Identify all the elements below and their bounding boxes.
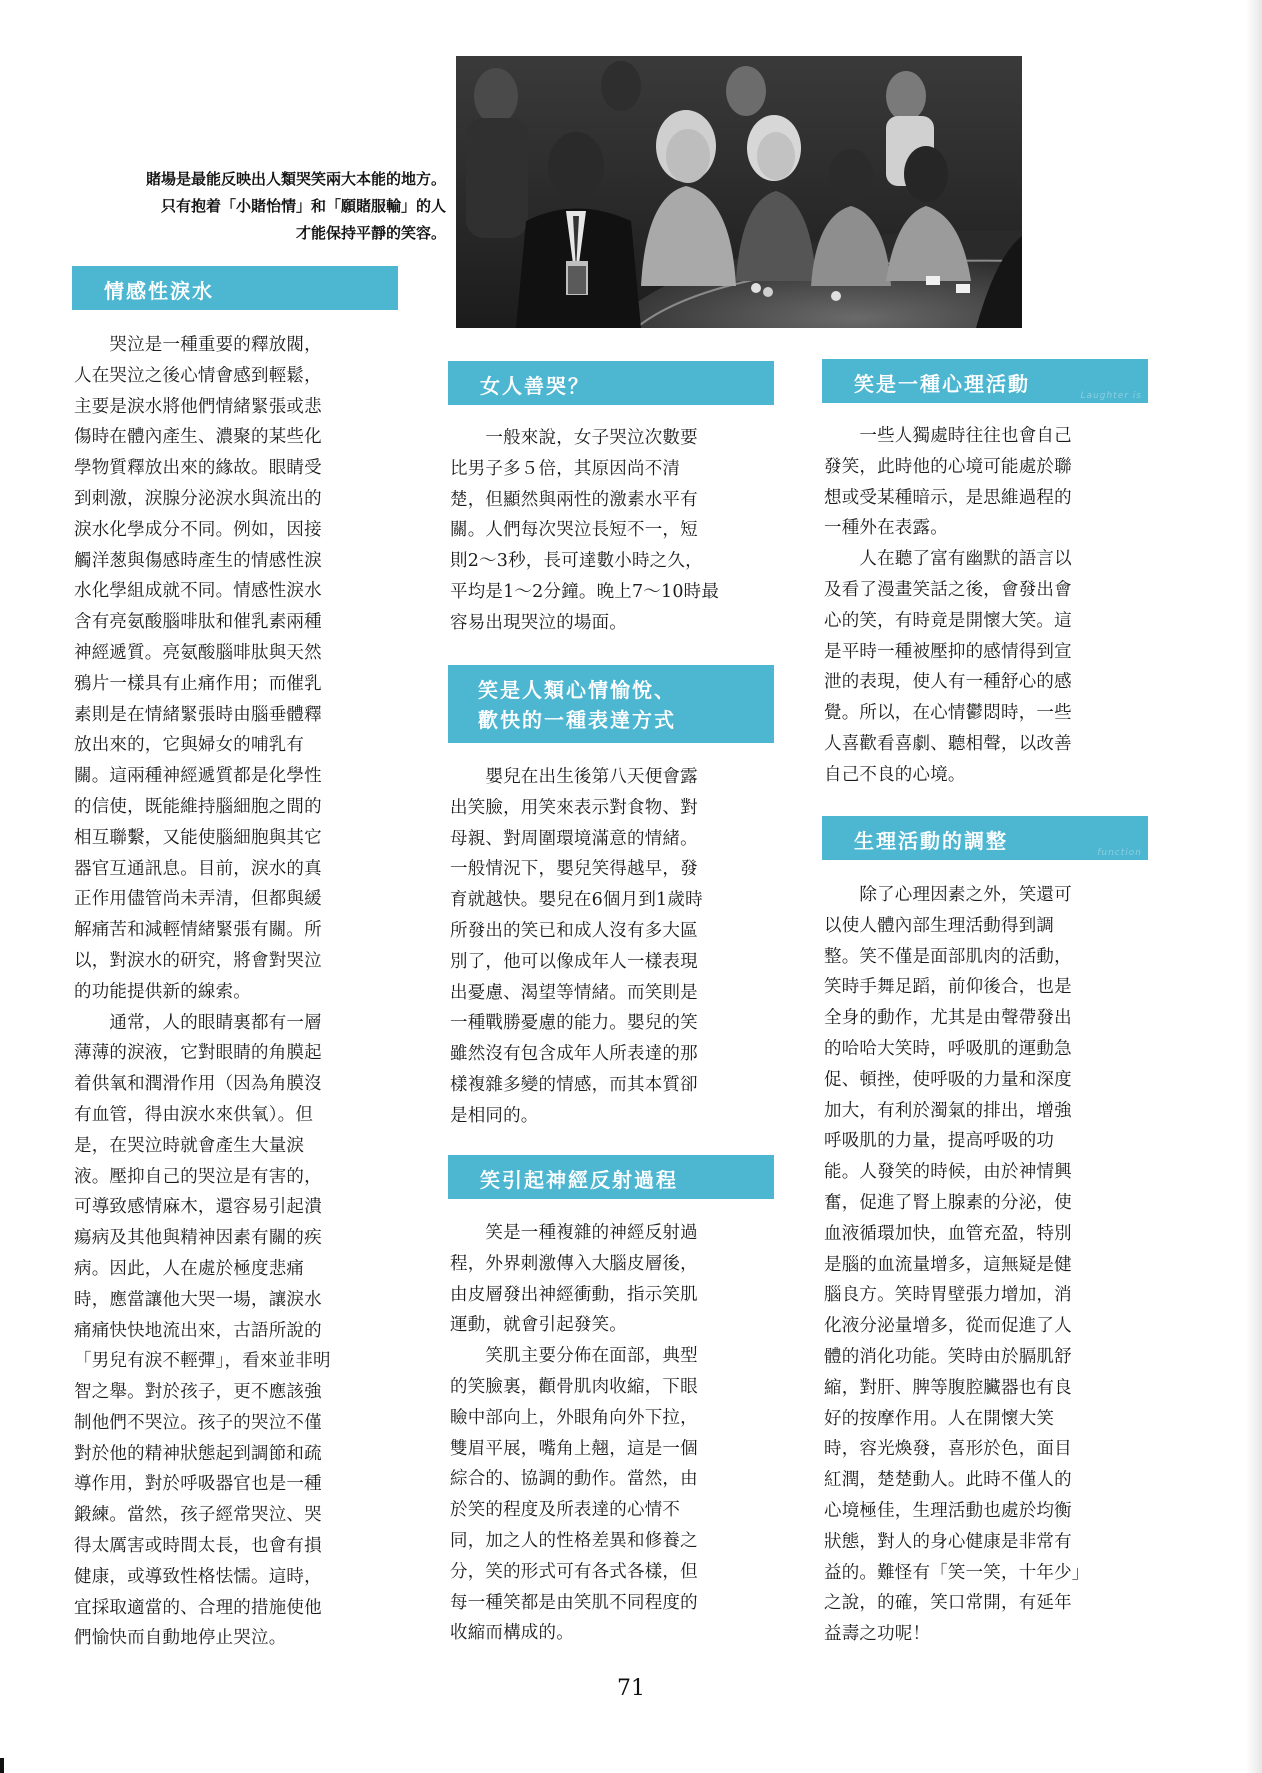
text-line: 的功能提供新的線索。 — [74, 981, 251, 1002]
text-line: 自己不良的心境。 — [824, 764, 966, 785]
text-line: 時，容光煥發，喜形於色，面目 — [824, 1439, 1072, 1460]
text-line: 到刺激，淚腺分泌淚水與流出的 — [74, 488, 322, 509]
text-line: 觸洋葱與傷感時產生的情感性淚 — [74, 550, 322, 571]
text-line: 對於他的精神狀態起到調節和疏 — [74, 1443, 322, 1464]
text-line: 正作用儘管尚未弄清，但都與緩 — [74, 889, 322, 910]
text-line: 血液循環加快，血管充盈，特別 — [824, 1223, 1072, 1244]
text-line: 每一種笑都是由笑肌不同程度的 — [450, 1592, 698, 1613]
text-line: 笑時手舞足蹈，前仰後合，也是 — [824, 977, 1072, 998]
text-line: 「男兒有淚不輕彈」，看來並非明 — [74, 1351, 331, 1372]
text-line: 心的笑，有時竟是開懷大笑。這 — [824, 610, 1072, 631]
text-line: 楚，但顯然與兩性的激素水平有 — [450, 489, 698, 510]
heading-laugh-expression — [448, 665, 774, 743]
page-number: 71 — [617, 1676, 645, 1701]
text-line: 的哈哈大笑時，呼吸肌的運動急 — [824, 1038, 1072, 1059]
text-line: 素則是在情緒緊張時由腦垂體釋 — [74, 704, 322, 725]
text-line: 想或受某種暗示，是思維過程的 — [824, 487, 1072, 508]
text-line: 學物質釋放出來的緣故。眼睛受 — [74, 458, 322, 479]
text-line: 時，應當讓他大哭一場，讓淚水 — [74, 1289, 322, 1310]
text-line: 加大，有利於濁氣的排出，增強 — [824, 1100, 1072, 1121]
text-line: 容易出現哭泣的場面。 — [450, 612, 627, 633]
text-line: 水化學組成就不同。情感性淚水 — [74, 581, 322, 602]
heading-title: 女人善哭？ — [480, 374, 590, 398]
text-line: 是相同的。 — [450, 1105, 539, 1126]
text-line: 有血管，得由淚水來供氧）。但 — [74, 1104, 314, 1125]
text-line: 人喜歡看喜劇、聽相聲，以改善 — [824, 733, 1072, 754]
text-line: 相互聯繫，又能使腦細胞與其它 — [74, 827, 322, 848]
caption-line: 賭場是最能反映出人類哭笑兩大本能的地方。 — [145, 170, 446, 188]
heading-laugh-mental — [822, 359, 1148, 403]
text-line: 傷時在體內產生、濃聚的某些化 — [74, 427, 322, 448]
text-line: 益壽之功呢！ — [824, 1624, 931, 1645]
text-line: 覺。所以，在心情鬱悶時，一些 — [824, 703, 1072, 724]
text-line: 好的按摩作用。人在開懷大笑 — [824, 1408, 1055, 1429]
text-line: 瘍病及其他與精神因素有關的疾 — [74, 1228, 322, 1249]
text-line: 關。這兩種神經遞質都是化學性 — [74, 766, 322, 787]
text-line: 宜採取適當的、合理的措施使他 — [74, 1597, 322, 1618]
text-line: 平均是1～2分鐘。晚上7～10時最 — [450, 581, 720, 602]
heading-ghost-text: function — [1097, 848, 1142, 858]
text-line: 放出來的，它與婦女的哺乳有 — [74, 735, 305, 756]
text-line: 人在哭泣之後心情會感到輕鬆， — [74, 365, 322, 386]
text-line: 促、頓挫，使呼吸的力量和深度 — [824, 1069, 1072, 1090]
text-line: 縮，對肝、脾等腹腔臟器也有良 — [824, 1377, 1072, 1398]
text-line: 導作用，對於呼吸器官也是一種 — [74, 1474, 322, 1495]
heading-title: 生理活動的調整 — [854, 829, 1008, 853]
text-line: 化液分泌量增多，從而促進了人 — [824, 1316, 1072, 1337]
heading-laugh-reflex — [448, 1155, 774, 1199]
text-line: 所發出的笑已和成人沒有多大區 — [450, 920, 698, 941]
text-line: 收縮而構成的。 — [450, 1623, 574, 1644]
column-women-cry — [450, 423, 776, 639]
heading-emotional-tears — [72, 266, 398, 310]
text-line: 通常，人的眼睛裏都有一層 — [74, 1012, 322, 1033]
text-line: 育就越快。嬰兒在6個月到1歲時 — [450, 890, 703, 911]
text-line: 是腦的血流量增多，這無疑是健 — [824, 1254, 1072, 1275]
text-line: 心境極佳，生理活動也處於均衡 — [824, 1500, 1072, 1521]
text-line: 雙眉平展，嘴角上翹，這是一個 — [450, 1438, 698, 1459]
text-line: 薄薄的淚液，它對眼睛的角膜起 — [74, 1043, 322, 1064]
text-line: 出憂慮、渴望等情緒。而笑則是 — [450, 982, 698, 1003]
text-line: 之說，的確，笑口常開，有延年 — [824, 1593, 1072, 1614]
text-line: 泄的表現，使人有一種舒心的感 — [824, 672, 1072, 693]
text-line: 健康，或導致性格怯懦。這時， — [74, 1566, 322, 1587]
text-line: 瞼中部向上，外眼角向外下拉， — [450, 1407, 698, 1428]
text-line: 哭泣是一種重要的釋放閥， — [74, 335, 322, 355]
heading-title-line: 笑是人類心情愉悅、 — [478, 678, 676, 702]
text-line: 全身的動作，尤其是由聲帶發出 — [824, 1008, 1072, 1029]
text-line: 們愉快而自動地停止哭泣。 — [74, 1628, 287, 1649]
caption-line: 只有抱着「小賭怡情」和「願賭服輸」的人 — [160, 197, 446, 215]
text-line: 關。人們每次哭泣長短不一，短 — [450, 520, 698, 541]
caption-line: 才能保持平靜的笑容。 — [295, 224, 446, 242]
heading-title-line: 歡快的一種表達方式 — [478, 708, 676, 732]
text-line: 綜合的、協調的動作。當然，由 — [450, 1469, 698, 1490]
text-line: 程，外界刺激傳入大腦皮層後， — [450, 1253, 698, 1274]
text-line: 腦良方。笑時胃壁張力增加，消 — [824, 1285, 1072, 1306]
text-line: 嬰兒在出生後第八天便會露 — [450, 767, 698, 787]
heading-women-cry — [448, 361, 774, 405]
text-line: 一種外在表露。 — [824, 518, 948, 539]
text-line: 同，加之人的性格差異和修養之 — [450, 1530, 698, 1551]
text-line: 人在聽了富有幽默的語言以 — [824, 549, 1072, 570]
column-laugh-reflex — [450, 1218, 776, 1649]
text-line: 奮，促進了腎上腺素的分泌，使 — [824, 1192, 1072, 1213]
text-line: 含有亮氨酸腦啡肽和催乳素兩種 — [74, 612, 322, 633]
text-line: 一般來說，女子哭泣次數要 — [450, 428, 698, 448]
text-line: 可導致感情麻木，還容易引起潰 — [74, 1197, 322, 1218]
text-line: 體的消化功能。笑時由於膈肌舒 — [824, 1346, 1072, 1367]
column-emotional-tears — [74, 330, 400, 1654]
text-line: 制他們不哭泣。孩子的哭泣不僅 — [74, 1412, 322, 1433]
text-line: 液。壓抑自己的哭泣是有害的， — [74, 1166, 322, 1187]
text-line: 發笑，此時他的心境可能處於聯 — [824, 456, 1072, 477]
text-line: 狀態，對人的身心健康是非常有 — [824, 1531, 1072, 1552]
text-line: 一種戰勝憂慮的能力。嬰兒的笑 — [450, 1013, 698, 1034]
text-line: 主要是淚水將他們情緒緊張或悲 — [74, 396, 322, 417]
text-line: 器官互通訊息。目前，淚水的真 — [74, 858, 322, 879]
heading-title: 笑是一種心理活動 — [854, 372, 1030, 396]
text-line: 的信使，既能維持腦細胞之間的 — [74, 796, 322, 817]
text-line: 母親、對周圍環境滿意的情緒。 — [450, 828, 698, 849]
column-laugh-mental — [824, 421, 1150, 791]
text-line: 神經遞質。亮氨酸腦啡肽與天然 — [74, 642, 322, 663]
text-line: 別了，他可以像成年人一樣表現 — [450, 951, 698, 972]
text-line: 得太厲害或時間太長，也會有損 — [74, 1536, 322, 1557]
casino-photo — [456, 56, 1022, 328]
text-line: 雖然沒有包含成年人所表達的那 — [450, 1044, 698, 1065]
text-line: 運動，就會引起發笑。 — [450, 1315, 627, 1336]
text-line: 則2～3秒，長可達數小時之久， — [450, 551, 703, 572]
text-line: 比男子多５倍，其原因尚不清 — [450, 458, 681, 479]
text-line: 解痛苦和減輕情緒緊張有關。所 — [74, 920, 322, 941]
text-line: 及看了漫畫笑話之後，會發出會 — [824, 579, 1072, 600]
text-line: 痛痛快快地流出來，古語所說的 — [74, 1320, 322, 1341]
text-line: 出笑臉，用笑來表示對食物、對 — [450, 797, 698, 818]
text-line: 着供氧和潤滑作用（因為角膜沒 — [74, 1074, 322, 1095]
heading-physiology — [822, 816, 1148, 860]
text-line: 由皮層發出神經衝動，指示笑肌 — [450, 1284, 698, 1305]
text-line: 以，對淚水的研究，將會對哭泣 — [74, 950, 322, 971]
casino-scene-image — [456, 56, 1022, 328]
heading-title: 情感性淚水 — [104, 279, 214, 303]
text-line: 是，在哭泣時就會產生大量淚 — [74, 1135, 305, 1156]
heading-title: 笑引起神經反射過程 — [480, 1168, 678, 1192]
text-line: 分，笑的形式可有各式各樣，但 — [450, 1561, 698, 1582]
scan-edge-mark — [0, 1758, 4, 1773]
text-line: 紅潤，楚楚動人。此時不僅人的 — [824, 1470, 1072, 1491]
text-line: 一般情況下，嬰兒笑得越早，發 — [450, 859, 698, 880]
text-line: 樣複雜多變的情感，而其本質卻 — [450, 1074, 698, 1095]
text-line: 淚水化學成分不同。例如，因接 — [74, 519, 322, 540]
column-physiology — [824, 880, 1150, 1650]
text-line: 除了心理因素之外，笑還可 — [824, 885, 1072, 905]
text-line: 的笑臉裏，顴骨肌肉收縮，下眼 — [450, 1376, 698, 1397]
text-line: 一些人獨處時往往也會自己 — [824, 426, 1072, 446]
text-line: 以使人體內部生理活動得到調 — [824, 915, 1055, 936]
scan-edge-shadow — [1246, 0, 1262, 1773]
text-line: 智之舉。對於孩子，更不應該強 — [74, 1382, 322, 1403]
text-line: 呼吸肌的力量，提高呼吸的功 — [824, 1131, 1055, 1152]
text-line: 於笑的程度及所表達的心情不 — [450, 1500, 681, 1521]
column-laugh-expression — [450, 762, 776, 1132]
text-line: 病。因此，人在處於極度悲痛 — [74, 1258, 305, 1279]
text-line: 能。人發笑的時候，由於神情興 — [824, 1162, 1072, 1183]
text-line: 笑是一種複雜的神經反射過 — [450, 1223, 698, 1243]
text-line: 是平時一種被壓抑的感情得到宣 — [824, 641, 1072, 662]
text-line: 鴉片一樣具有止痛作用；而催乳 — [74, 673, 322, 694]
photo-caption — [60, 166, 446, 247]
text-line: 益的。難怪有「笑一笑，十年少」 — [824, 1562, 1090, 1583]
text-line: 整。笑不僅是面部肌肉的活動， — [824, 946, 1072, 967]
text-line: 鍛練。當然，孩子經常哭泣、哭 — [74, 1505, 322, 1526]
heading-ghost-text: Laughter is — [1080, 391, 1142, 401]
text-line: 笑肌主要分佈在面部，典型 — [450, 1346, 698, 1367]
